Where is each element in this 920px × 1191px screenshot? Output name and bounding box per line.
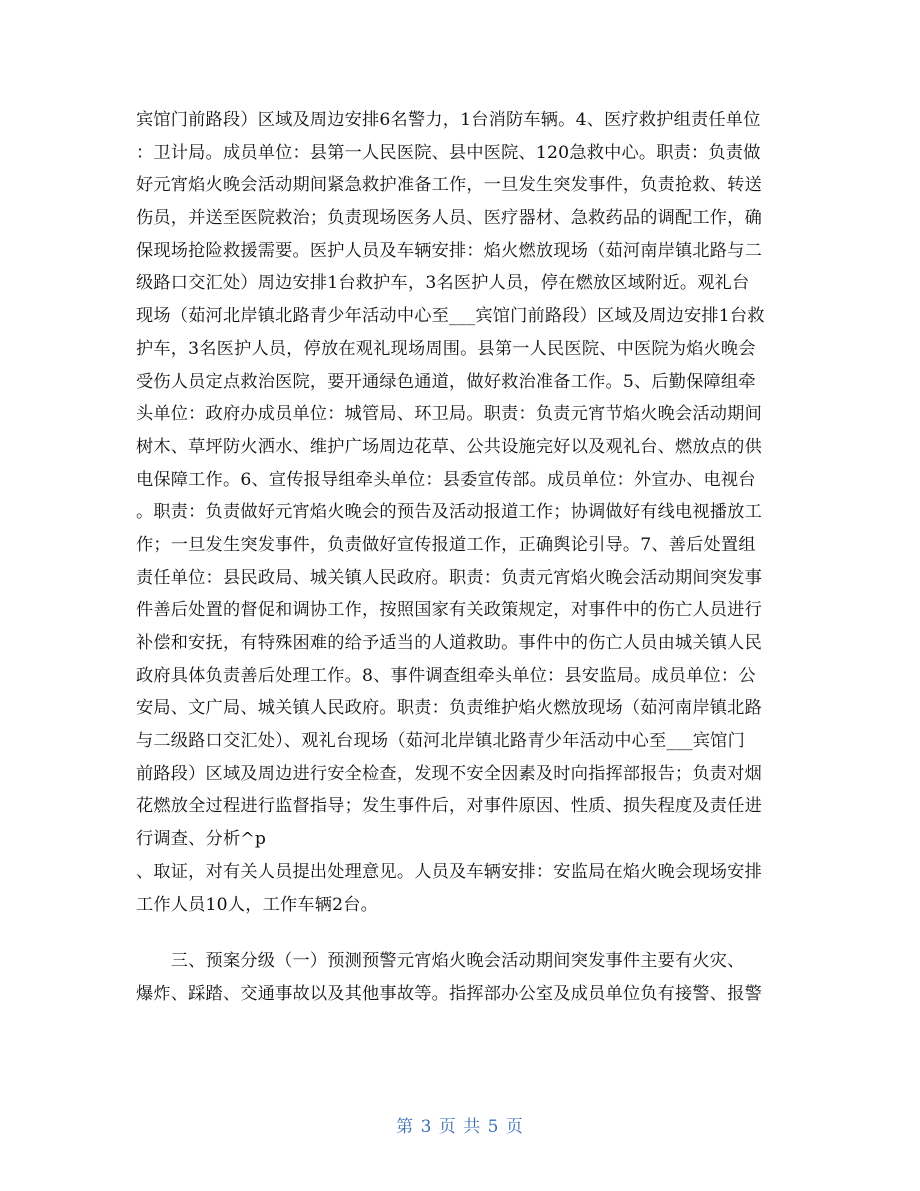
text-line: 作；一旦发生突发事件，负责做好宣传报道工作，正确舆论引导。7、善后处置组 [136, 534, 756, 555]
text-line: 政府具体负责善后处理工作。8、事件调查组牵头单位：县安监局。成员单位：公 [136, 665, 756, 686]
text-line: 爆炸、踩踏、交通事故以及其他事故等。指挥部办公室及成员单位负有接警、报警 [136, 983, 762, 1004]
text-line: 安局、文广局、城关镇人民政府。职责：负责维护焰火燃放现场（茹河南岸镇北路 [136, 698, 762, 719]
text-line: 工作人员10人，工作车辆2台。 [136, 894, 379, 915]
text-line: 树木、草坪防火洒水、维护广场周边花草、公共设施完好以及观礼台、燃放点的供 [136, 436, 762, 457]
text-line: 件善后处置的督促和调协工作，按照国家有关政策规定，对事件中的伤亡人员进行 [136, 600, 762, 621]
page-footer: 第 3 页 共 5 页 [396, 1117, 524, 1137]
text-line: 责任单位：县民政局、城关镇人民政府。职责：负责元宵焰火晚会活动期间突发事 [136, 567, 762, 588]
text-line: 补偿和安抚，有特殊困难的给予适当的人道救助。事件中的伤亡人员由城关镇人民 [136, 633, 762, 653]
text-line: 三、预案分级（一）预测预警元宵焰火晚会活动期间突发事件主要有火灾、 [136, 951, 745, 972]
text-line: 花燃放全过程进行监督指导；发生事件后，对事件原因、性质、损失程度及责任进 [136, 796, 762, 817]
text-line: 保现场抢险救援需要。医护人员及车辆安排：焰火燃放现场（茹河南岸镇北路与二 [136, 240, 762, 261]
text-line: 与二级路口交汇处）、观礼台现场（茹河北岸镇北路青少年活动中心至___宾馆门 [136, 731, 745, 752]
text-line: 好元宵焰火晚会活动期间紧急救护准备工作，一旦发生突发事件，负责抢救、转送 [136, 175, 762, 196]
paragraph-block-1 [136, 104, 786, 921]
text-line: 。职责：负责做好元宵焰火晚会的预告及活动报道工作；协调做好有线电视播放工 [136, 502, 762, 523]
text-line: 现场（茹河北岸镇北路青少年活动中心至___宾馆门前路段）区域及周边安排1台救 [136, 306, 765, 327]
document-body [136, 104, 786, 1011]
text-line: 级路口交汇处）周边安排1台救护车，3名医护人员，停在燃放区域附近。观礼台 [136, 273, 750, 294]
text-line: 受伤人员定点救治医院，要开通绿色通道，做好救治准备工作。5、后勤保障组牵 [136, 371, 756, 392]
text-line: 行调查、分析^p [136, 829, 267, 850]
paragraph-gap [136, 921, 786, 945]
text-line: 护车，3名医护人员，停放在观礼现场周围。县第一人民医院、中医院为焰火晚会 [136, 338, 756, 359]
text-line: 头单位：政府办成员单位：城管局、环卫局。职责：负责元宵节焰火晚会活动期间 [136, 404, 762, 425]
text-line: 、取证，对有关人员提出处理意见。人员及车辆安排：安监局在焰火晚会现场安排 [136, 861, 762, 882]
text-line: 宾馆门前路段）区域及周边安排6名警力，1台消防车辆。4、医疗救护组责任单位 [136, 110, 761, 130]
text-line: 伤员，并送至医院救治；负责现场医务人员、医疗器材、急救药品的调配工作，确 [136, 208, 762, 229]
text-line: 电保障工作。6、宣传报导组牵头单位：县委宣传部。成员单位：外宣办、电视台 [136, 469, 756, 490]
text-line: 前路段）区域及周边进行安全检查，发现不安全因素及时向指挥部报告；负责对烟 [136, 763, 762, 784]
text-line: ：卫计局。成员单位：县第一人民医院、县中医院、120急救中心。职责：负责做 [136, 142, 761, 163]
paragraph-block-2 [136, 945, 786, 1010]
